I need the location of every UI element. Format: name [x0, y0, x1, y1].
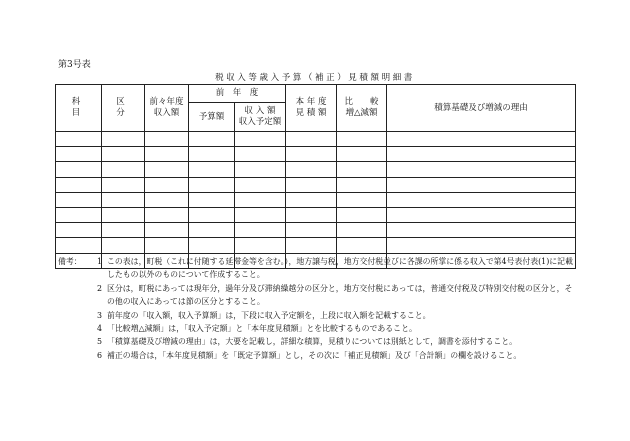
table-row — [56, 207, 576, 222]
table-row — [56, 223, 576, 238]
note-text: この表は，町税（これに付随する延滞金等を含む。），地方譲与税，地方交付税並びに各課の所掌に係る収入で第4号表付表(1)に記載 — [107, 257, 573, 266]
table-row — [56, 162, 576, 177]
note-item — [58, 309, 578, 322]
header-shunyu-line2: 収入予定額 — [238, 117, 282, 127]
table-row — [56, 132, 576, 147]
note-text: 「比較増△減額」は，「収入予定額」と「本年度見積額」とを比較するものであること。 — [107, 324, 417, 334]
table-row — [56, 238, 576, 253]
notes-label: 備考： — [58, 257, 82, 266]
header-zenzen-line2: 収入額 — [153, 108, 180, 118]
form-number: 第3号表 — [58, 60, 91, 70]
note-number: 1 — [96, 257, 102, 266]
header-shunyu — [235, 103, 286, 132]
note-text: 「積算基礎及び増減の理由」は，大要を記載し，詳細な積算，見積りについては別紙として，調書を添付すること。 — [107, 337, 518, 347]
note-number: 3 — [96, 310, 102, 320]
header-kamoku: 科 目 — [56, 85, 102, 132]
header-zenzen-nendo — [145, 85, 189, 132]
note-item — [58, 282, 578, 295]
header-hikaku — [337, 85, 387, 132]
notes — [58, 255, 578, 362]
note-item-continuation — [58, 268, 578, 281]
note-text: 区分は，町税にあっては現年分，過年分及び滞納繰越分の区分と，地方交付税にあっては，普通交付税及び特別交付税の区分と，そ — [107, 283, 573, 293]
note-number: 4 — [96, 324, 102, 334]
estimate-table — [55, 84, 576, 269]
header-honnen-nendo — [286, 85, 337, 132]
header-kubun: 区 分 — [102, 85, 145, 132]
table-row — [56, 147, 576, 162]
note-number: 6 — [96, 350, 102, 360]
note-number: 2 — [96, 283, 102, 293]
note-item — [58, 255, 578, 268]
note-item — [58, 349, 578, 362]
header-shunyu-line1: 収 入 額 — [244, 106, 276, 116]
form-title: 税収入等歳入予算（補正）見積額明細書 — [215, 73, 415, 83]
note-text: 補正の場合は，「本年度見積額」を「既定予算額」とし，その次に「補正見積額」及び「合計額」の欄を設けること。 — [107, 350, 522, 360]
note-item-continuation — [58, 295, 578, 308]
header-zen-nendo: 前 年 度 — [189, 85, 286, 103]
note-item — [58, 335, 578, 348]
header-riyu: 積算基礎及び増減の理由 — [387, 85, 576, 132]
table-row — [56, 192, 576, 207]
header-yosan: 予算額 — [189, 103, 235, 132]
note-item — [58, 322, 578, 335]
header-honnen-line2: 見 積 額 — [295, 108, 327, 118]
header-honnen-line1: 本 年 度 — [295, 97, 327, 107]
note-number: 5 — [96, 337, 102, 347]
note-text: したもの以外のものについて作成すること。 — [107, 270, 265, 280]
note-text: の他の収入にあっては節の区分とすること。 — [107, 297, 265, 307]
header-hikaku-line2: 増△減額 — [345, 108, 378, 118]
note-text: 前年度の「収入額，収入予算額」は，下段に収入予定額を，上段に収入額を記載すること。 — [107, 310, 431, 320]
table-row — [56, 177, 576, 192]
header-hikaku-line1: 比 較 — [344, 97, 379, 107]
header-zenzen-line1: 前々年度 — [149, 97, 184, 107]
